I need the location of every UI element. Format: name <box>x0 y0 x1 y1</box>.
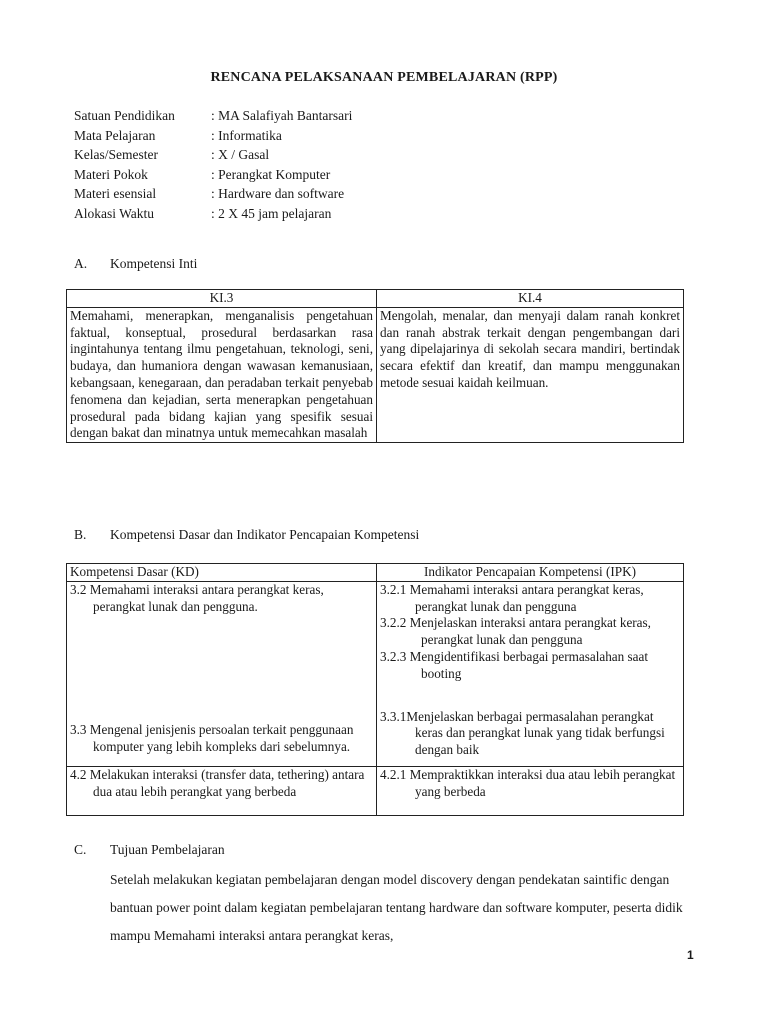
info-row-materi-pokok <box>74 165 352 185</box>
ki3-header: KI.3 <box>67 290 377 308</box>
section-letter: B. <box>74 527 87 542</box>
ipk-3-2-2: 3.2.2 Menjelaskan interaksi antara perangkat keras, perangkat lunak dan pengguna <box>380 615 651 648</box>
kd-cell <box>67 766 377 815</box>
info-label: Materi Pokok <box>74 166 148 182</box>
kd-4-2: 4.2 Melakukan interaksi (transfer data, tethering) antara dua atau lebih perangkat yang berbeda <box>70 766 365 799</box>
tujuan-paragraph: Setelah melakukan kegiatan pembelajaran dengan model discovery dengan pendekatan saintific dengan bantuan power point dalam kegiatan pembelajaran tentang hardware dan software komputer, peserta didik mampu Memahami interaksi antara perangkat keras, <box>110 872 683 943</box>
info-value: : Informatika <box>211 127 282 143</box>
section-b-heading <box>74 527 419 543</box>
info-value: : Hardware dan software <box>211 186 345 202</box>
ki4-header: KI.4 <box>377 290 684 308</box>
kd-header: Kompetensi Dasar (KD) <box>67 564 377 582</box>
ki4-text: Mengolah, menalar, dan menyaji dalam ranah konkret dan ranah abstrak terkait dengan pengembangan dari yang dipelajarinya di sekolah secara mandiri, bertindak secara efektif dan kreatif, dan mampu menggunakan metode sesuai kaidah keilmuan. <box>377 307 684 442</box>
info-value: : MA Salafiyah Bantarsari <box>211 108 353 123</box>
info-row-alokasi <box>74 204 352 224</box>
section-title: Kompetensi Inti <box>110 256 198 271</box>
kd-ipk-table <box>66 563 684 816</box>
identity-block <box>74 106 352 224</box>
section-title: Tujuan Pembelajaran <box>110 842 225 857</box>
info-label: Alokasi Waktu <box>74 205 155 221</box>
info-value: : X / Gasal <box>211 147 270 163</box>
kd-cell <box>67 581 377 766</box>
ipk-3-2-1: 3.2.1 Memahami interaksi antara perangkat keras, perangkat lunak dan pengguna <box>380 581 644 614</box>
section-letter: A. <box>74 256 88 271</box>
info-row-kelas <box>74 145 352 165</box>
info-row-materi-esensial <box>74 184 352 204</box>
document-title: RENCANA PELAKSANAAN PEMBELAJARAN (RPP) <box>210 70 558 85</box>
ipk-cell <box>377 581 684 766</box>
ipk-3-3-1: 3.3.1Menjelaskan berbagai permasalahan perangkat keras dan perangkat lunak yang tidak berfungsi dengan baik <box>380 708 665 758</box>
page-number: 1 <box>687 948 694 962</box>
ki3-text: Memahami, menerapkan, menganalisis pengetahuan faktual, konseptual, prosedural berdasarkan rasa ingintahunya tentang ilmu pengetahuan, teknologi, seni, budaya, dan humaniora dengan wawasan kemanusiaan, kebangsaan, kenegaraan, dan peradaban terkait penyebab fenomena dan kejadian, serta menerapkan pengetahuan prosedural pada bidang kajian yang spesifik sesuai dengan bakat dan minatnya untuk memecahkan masalah <box>67 307 377 442</box>
ipk-header: Indikator Pencapaian Kompetensi (IPK) <box>377 564 684 582</box>
section-a-heading <box>74 256 197 272</box>
info-row-satuan <box>74 106 352 126</box>
section-title: Kompetensi Dasar dan Indikator Pencapaian Kompetensi <box>110 527 420 542</box>
info-label: Satuan Pendidikan <box>74 108 175 123</box>
kompetensi-inti-table <box>66 289 684 443</box>
info-label: Mata Pelajaran <box>74 127 156 143</box>
section-c-heading <box>74 842 225 858</box>
info-value: : 2 X 45 jam pelajaran <box>211 205 332 221</box>
info-value: : Perangkat Komputer <box>211 166 331 182</box>
info-label: Kelas/Semester <box>74 147 158 163</box>
ipk-cell <box>377 766 684 815</box>
info-row-mapel <box>74 126 352 146</box>
kd-3-2: 3.2 Memahami interaksi antara perangkat keras, perangkat lunak dan pengguna. <box>70 581 324 614</box>
section-letter: C. <box>74 842 87 857</box>
ipk-4-2-1: 4.2.1 Mempraktikkan interaksi dua atau lebih perangkat yang berbeda <box>380 766 676 799</box>
info-label: Materi esensial <box>74 186 157 202</box>
kd-3-3: 3.3 Mengenal jenisjenis persoalan terkait penggunaan komputer yang lebih kompleks dari sebelumnya. <box>70 722 354 755</box>
ipk-3-2-3: 3.2.3 Mengidentifikasi berbagai permasalahan saat booting <box>380 648 649 681</box>
